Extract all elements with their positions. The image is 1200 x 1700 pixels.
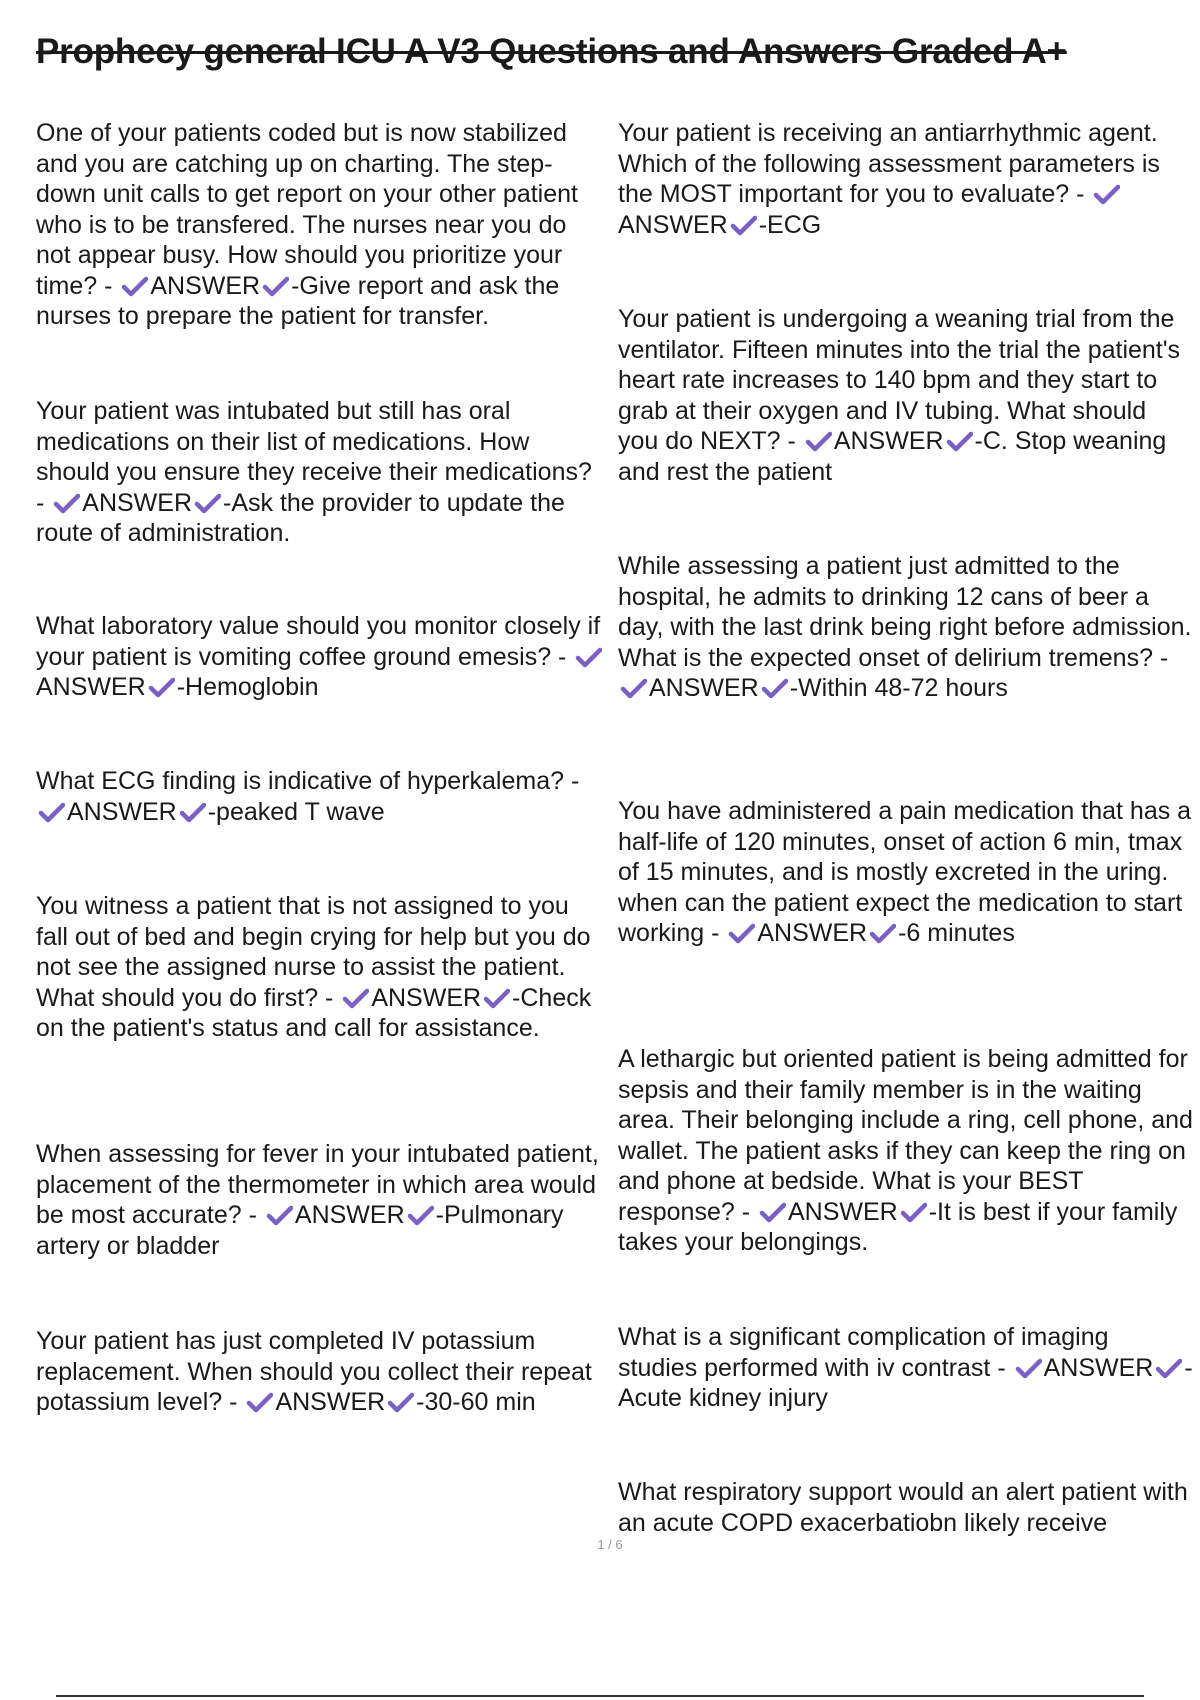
checkmark-icon (246, 1391, 273, 1413)
document-title: Prophecy general ICU A V3 Questions and Answers Graded A+ (36, 32, 1067, 71)
checkmark-icon (121, 275, 148, 297)
question-text: Your patient was intubated but still has oral medications on their list of medications. How should you ensure they receive their medications? - (36, 397, 592, 517)
question-text: While assessing a patient just admitted to the hospital, he admits to drinking 12 cans of beer a day, with the last drink being right before admission. What is the expected onset of delirium tremens? - (618, 552, 1192, 672)
qa-item (36, 118, 606, 332)
answer-label: ANSWER (82, 488, 193, 517)
checkmark-icon (620, 677, 647, 699)
checkmark-icon (1093, 183, 1120, 205)
qa-item (618, 118, 1193, 240)
answer-text: -peaked T wave (207, 797, 385, 826)
checkmark-icon (759, 1201, 786, 1223)
footer-divider (56, 1695, 1144, 1697)
checkmark-icon (869, 922, 896, 944)
checkmark-icon (575, 646, 602, 668)
answer-text: -Check on the patient's status and call for assistance. (36, 983, 592, 1042)
question-text: Your patient is undergoing a weaning trial from the ventilator. Fifteen minutes into the trial the patient's heart rate increases to 140 bpm and they start to grab at their oxygen and IV tubing. What should you do NEXT? - (618, 305, 1181, 455)
answer-text: -Pulmonary artery or bladder (36, 1201, 564, 1260)
qa-item (36, 1139, 606, 1261)
question-text: Your patient has just completed IV potassium replacement. When should you collect their repeat potassium level? - (36, 1327, 592, 1416)
checkmark-icon (900, 1201, 927, 1223)
checkmark-icon (407, 1204, 434, 1226)
checkmark-icon (194, 492, 221, 514)
answer-text: -6 minutes (898, 919, 1015, 947)
qa-item (36, 611, 606, 703)
answer-label: ANSWER (371, 983, 482, 1012)
answer-label: ANSWER (757, 919, 868, 947)
question-text: You have administered a pain medication that has a half-life of 120 minutes, onset of action 6 min, tmax of 15 minutes, and is mostly excreted in the uring. when can the patient expect the medication to start working - (618, 797, 1192, 947)
answer-text: -Give report and ask the nurses to prepare the patient for transfer. (36, 271, 560, 330)
checkmark-icon (53, 492, 80, 514)
page-number: 1 / 6 (597, 1537, 623, 1552)
answer-text: -30-60 min (416, 1388, 536, 1416)
answer-label: ANSWER (67, 797, 177, 826)
answer-text: -Hemoglobin (176, 673, 319, 701)
answer-label: ANSWER (150, 271, 261, 300)
checkmark-icon (730, 214, 757, 236)
question-text: What laboratory value should you monitor closely if your patient is vomiting coffee ground emesis? - (36, 612, 601, 671)
question-text: What is a significant complication of imaging studies performed with iv contrast - (618, 1323, 1109, 1382)
qa-item (618, 551, 1193, 704)
checkmark-icon (342, 987, 369, 1009)
checkmark-icon (1155, 1357, 1182, 1379)
checkmark-icon (761, 677, 788, 699)
checkmark-icon (179, 801, 206, 823)
qa-item (618, 1044, 1193, 1258)
checkmark-icon (387, 1391, 414, 1413)
qa-item (36, 396, 606, 549)
answer-label: ANSWER (1043, 1353, 1154, 1382)
checkmark-icon (946, 430, 973, 452)
question-text: What ECG finding is indicative of hyperkalema? - (36, 767, 580, 795)
qa-item (618, 796, 1193, 949)
checkmark-icon (148, 676, 175, 698)
question-text: Your patient is receiving an antiarrhythmic agent. Which of the following assessment parameters is the MOST important for you to evaluate? - (618, 119, 1160, 208)
qa-item (618, 304, 1193, 487)
answer-label: ANSWER (36, 673, 146, 701)
answer-text: -It is best if your family takes your belongings. (618, 1197, 1178, 1256)
question-text: You witness a patient that is not assigned to you fall out of bed and begin crying for help but you do not see the assigned nurse to assist the patient. What should you do first? - (36, 892, 591, 1012)
answer-text: -Within 48-72 hours (789, 674, 1008, 702)
qa-item (618, 1477, 1193, 1538)
answer-text: -ECG (758, 210, 822, 239)
answer-label: ANSWER (294, 1201, 405, 1229)
answer-text: -C. Stop weaning and rest the patient (618, 427, 1167, 486)
answer-text: -Ask the provider to update the route of administration. (36, 488, 565, 547)
checkmark-icon (262, 275, 289, 297)
answer-text: -Acute kidney injury (618, 1353, 1193, 1412)
qa-item (36, 891, 606, 1044)
question-text: What respiratory support would an alert patient with an acute COPD exacerbatiobn likely receive (618, 1478, 1188, 1537)
qa-item (36, 766, 606, 827)
qa-item (618, 1322, 1193, 1414)
checkmark-icon (266, 1204, 293, 1226)
question-text: One of your patients coded but is now stabilized and you are catching up on charting. The step-down unit calls to get report on your other patient who is to be transfered. The nurses near you do not appear busy. How should you prioritize your time? - (36, 119, 578, 300)
checkmark-icon (805, 430, 832, 452)
question-text: When assessing for fever in your intubated patient, placement of the thermometer in which area would be most accurate? - (36, 1140, 599, 1229)
answer-label: ANSWER (618, 210, 728, 239)
checkmark-icon (483, 987, 510, 1009)
answer-label: ANSWER (833, 427, 944, 455)
qa-item (36, 1326, 606, 1418)
question-text: A lethargic but oriented patient is being admitted for sepsis and their family member is in the waiting area. Their belonging include a ring, cell phone, and wallet. The patient asks if they can keep the ring on and phone at bedside. What is your BEST response? - (618, 1045, 1193, 1226)
answer-label: ANSWER (649, 674, 759, 702)
checkmark-icon (38, 801, 65, 823)
checkmark-icon (728, 922, 755, 944)
answer-label: ANSWER (787, 1197, 898, 1226)
answer-label: ANSWER (275, 1388, 386, 1416)
checkmark-icon (1015, 1357, 1042, 1379)
